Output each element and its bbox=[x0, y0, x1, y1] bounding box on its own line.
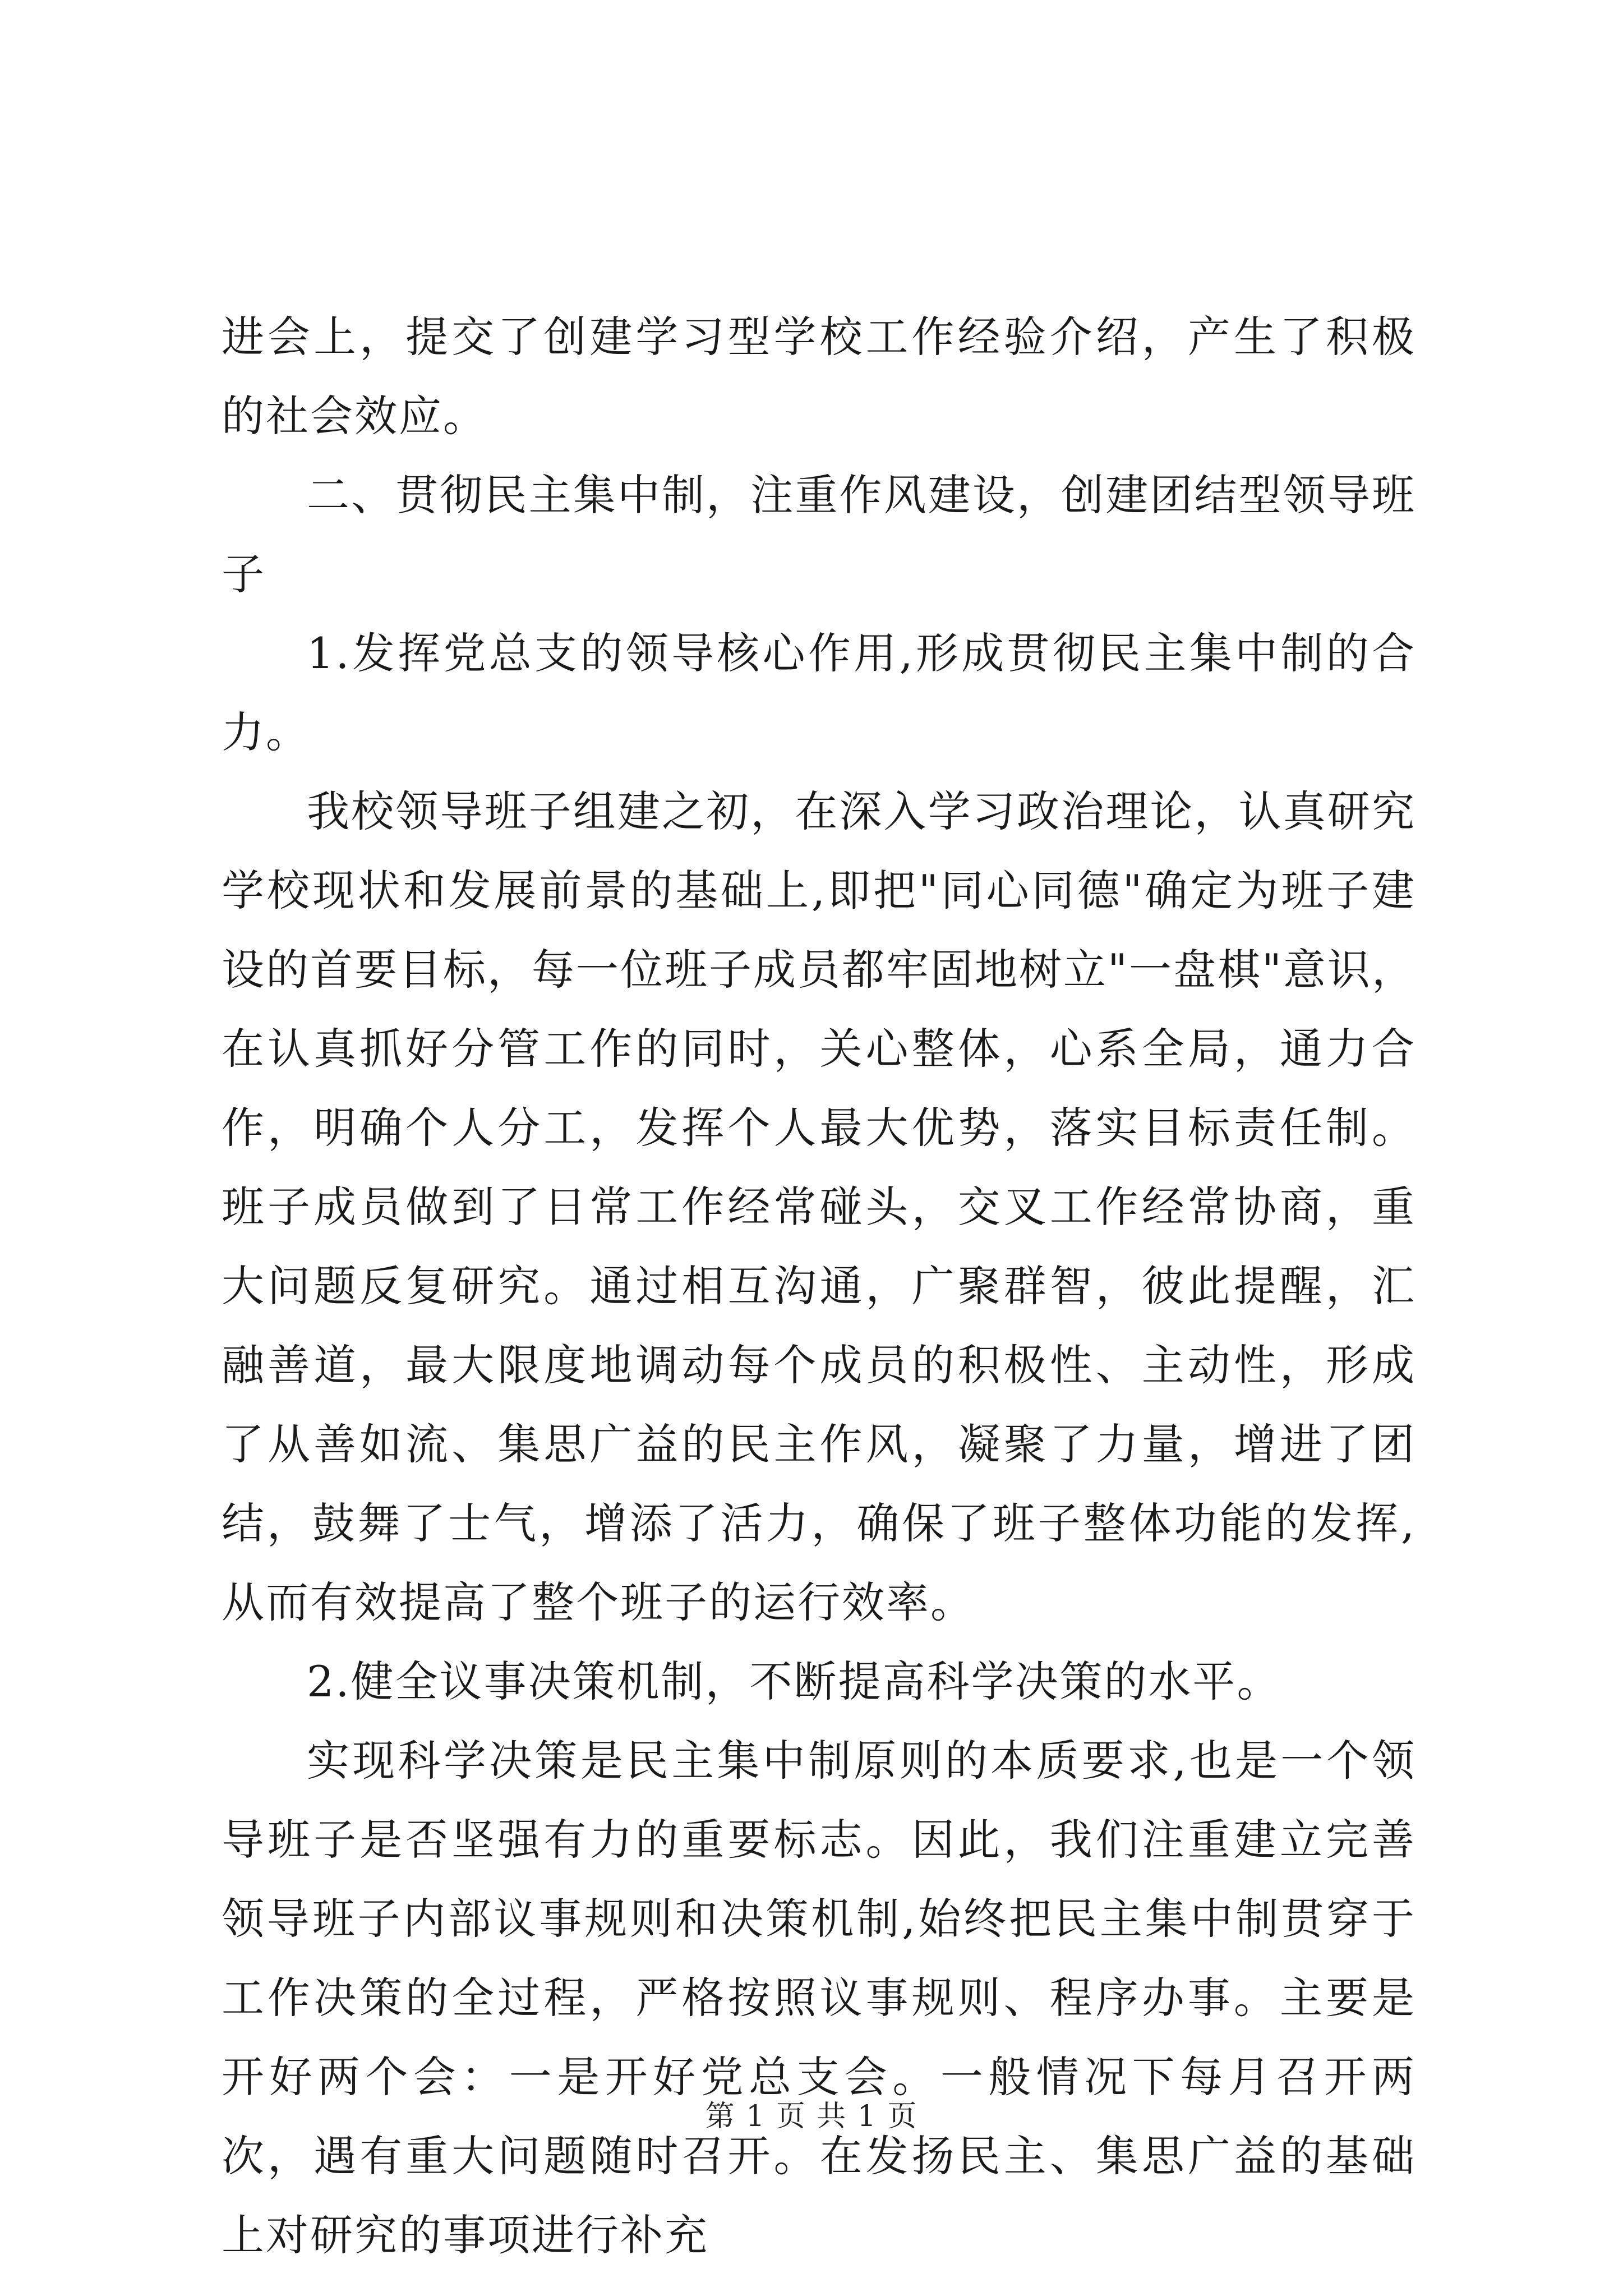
subheading-2-2: 2.健全议事决策机制，不断提高科学决策的水平。 bbox=[307, 1657, 1281, 1706]
paragraph-continuation: 进会上，提交了创建学习型学校工作经验介绍，产生了积极的社会效应。 bbox=[222, 312, 1416, 441]
page-footer: 第 1 页 共 1 页 bbox=[705, 2100, 918, 2133]
document-body bbox=[222, 297, 1416, 2275]
paragraph-body-1: 我校领导班子组建之初，在深入学习政治理论，认真研究学校现状和发展前景的基础上,即把"同心同德"确定为班子建设的首要目标，每一位班子成员都牢固地树立"一盘棋"意识，在认真抓好分管工作的同时，关心整体，心系全局，通力合作，明确个人分工，发挥个人最大优势，落实目标责任制。班子成员做到了日常工作经常碰头，交叉工作经常协商，重大问题反复研究。通过相互沟通，广聚群智，彼此提醒，汇融善道，最大限度地调动每个成员的积极性、主动性，形成了从善如流、集思广益的民主作风，凝聚了力量，增进了团结，鼓舞了士气，增添了活力，确保了班子整体功能的发挥,从而有效提高了整个班子的运行效率。 bbox=[222, 786, 1416, 1627]
section-heading-2: 二、贯彻民主集中制，注重作风建设，创建团结型领导班子 bbox=[222, 470, 1416, 599]
subheading-2-1: 1.发挥党总支的领导核心作用,形成贯彻民主集中制的合力。 bbox=[222, 628, 1416, 757]
paragraph-body-2: 实现科学决策是民主集中制原则的本质要求,也是一个领导班子是否坚强有力的重要标志。因此，我们注重建立完善领导班子内部议事规则和决策机制,始终把民主集中制贯穿于工作决策的全过程，严格按照议事规则、程序办事。主要是开好两个会：一是开好党总支会。一般情况下每月召开两次，遇有重大问题随时召开。在发扬民主、集思广益的基础上对研究的事项进行补充 bbox=[222, 1736, 1416, 2260]
